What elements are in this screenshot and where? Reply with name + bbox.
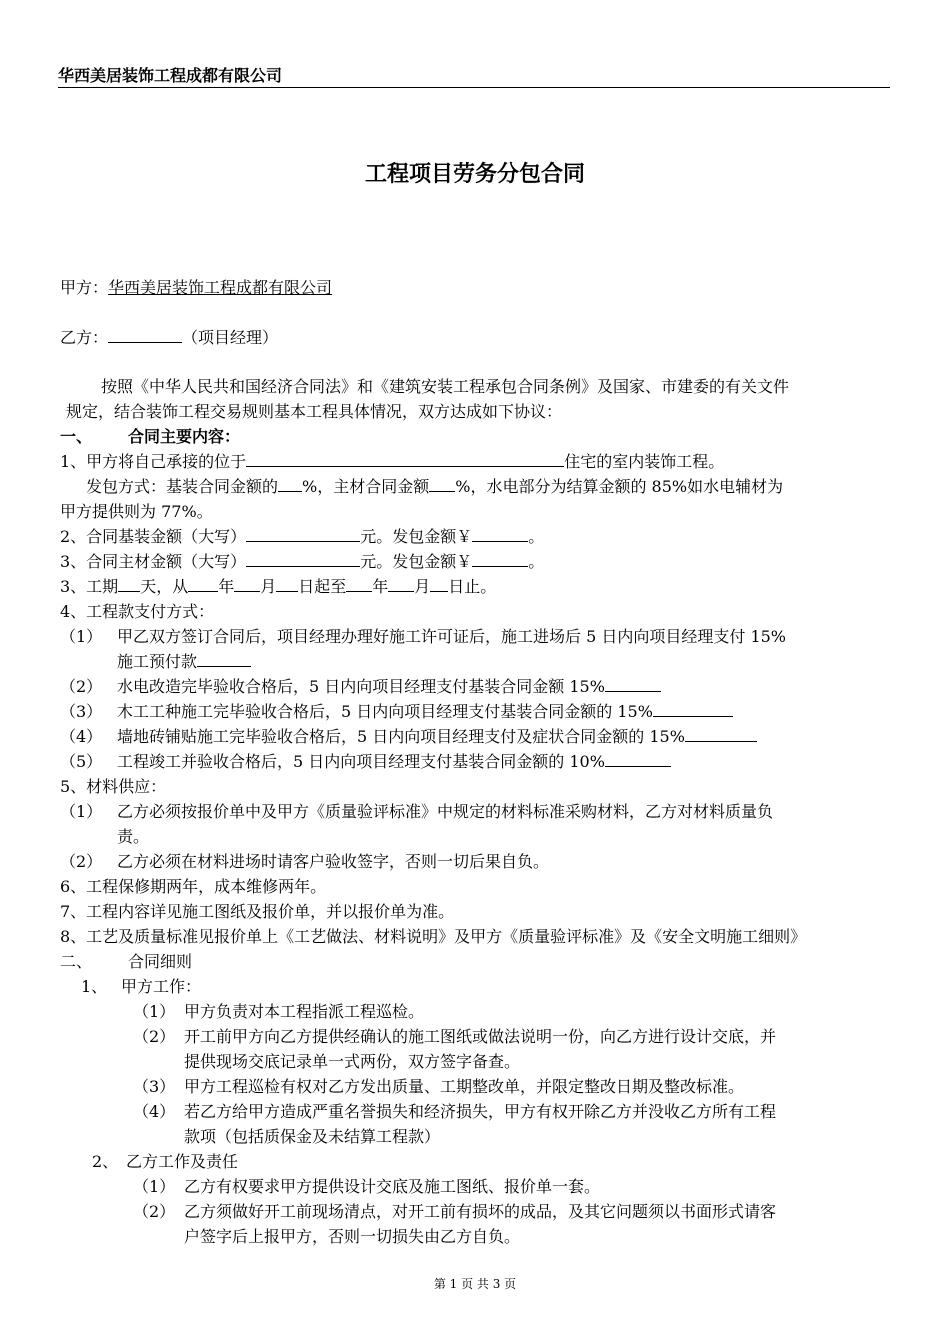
payment-5: [117, 750, 671, 774]
main-amount-words-blank: [246, 551, 360, 567]
party-b-item-2-number: （2）: [133, 1202, 176, 1221]
end-day-blank: [430, 576, 448, 592]
payment-5-blank: [605, 751, 671, 767]
item-8: 8、工艺及质量标准见报价单上《工艺做法、材料说明》及甲方《质量验评标准》及《安全文明施工细则》: [60, 927, 807, 946]
duration-b: 天，从: [140, 577, 189, 596]
duration-h: 日止。: [448, 577, 497, 596]
start-year-blank: [188, 576, 218, 592]
base-percent-blank: [278, 476, 302, 492]
start-day-blank: [276, 576, 298, 592]
item-1-suffix: 住宅的室内装饰工程。: [564, 452, 725, 471]
item-3-a: 3、合同主材金额（大写）: [60, 552, 247, 571]
payment-4-number: （4）: [60, 727, 103, 746]
party-a-work-number: 1、: [81, 977, 108, 996]
party-a-item-4-number: （4）: [133, 1102, 176, 1121]
payment-3-text: 木工工种施工完毕验收合格后，5 日内向项目经理支付基装合同金额的 15%: [117, 702, 653, 721]
payment-3-number: （3）: [60, 702, 103, 721]
contract-mode-c: %，水电部分为结算金额的 85%如水电辅材为: [455, 477, 784, 496]
party-a-item-1-text: 甲方负责对本工程指派工程巡检。: [184, 1002, 425, 1021]
material-1-cont: 责。: [117, 827, 150, 846]
address-blank: [246, 451, 564, 467]
contract-mode-b: %，主材合同金额: [302, 477, 430, 496]
party-b-work-number: 2、: [92, 1152, 119, 1171]
payment-5-text: 工程竣工并验收合格后，5 日内向项目经理支付基装合同金额的 10%: [117, 752, 605, 771]
payment-3-blank: [653, 701, 733, 717]
party-a-label: 甲方：: [60, 278, 109, 297]
item-5-title: 5、材料供应：: [60, 777, 167, 796]
section-2-title: 合同细则: [128, 952, 193, 971]
party-b-item-1-number: （1）: [133, 1177, 176, 1196]
end-month-blank: [388, 576, 414, 592]
payment-2-number: （2）: [60, 677, 103, 696]
duration-e: 日起至: [298, 577, 347, 596]
payment-1-blank: [197, 651, 251, 667]
end-year-blank: [346, 576, 372, 592]
section-1-number: 一、: [60, 427, 93, 446]
duration-f: 年: [372, 577, 389, 596]
page-footer: 第 1 页 共 3 页: [433, 1277, 517, 1291]
party-a-work-title: 甲方工作：: [121, 977, 202, 996]
payment-2: [117, 675, 661, 699]
material-2-text: 乙方必须在材料进场时请客户验收签字，否则一切后果自负。: [117, 852, 550, 871]
days-blank: [118, 576, 140, 592]
party-a-name: 华西美居装饰工程成都有限公司: [108, 278, 333, 297]
party-a-item-2-number: （2）: [133, 1027, 176, 1046]
payment-1-cont-text: 施工预付款: [117, 652, 198, 671]
party-a-line: [60, 276, 332, 300]
item-3-c: 。: [528, 552, 545, 571]
party-a-item-4-text: 若乙方给甲方造成严重名誉损失和经济损失，甲方有权开除乙方并没收乙方所有工程: [184, 1102, 777, 1121]
payment-4: [117, 725, 757, 749]
payment-1-number: （1）: [60, 627, 103, 646]
item-1: [60, 450, 724, 474]
duration-d: 月: [260, 577, 277, 596]
contract-mode-a: 发包方式：基装合同金额的: [86, 477, 279, 496]
material-1-text: 乙方必须按报价单中及甲方《质量验评标准》中规定的材料标准采购材料，乙方对材料质量负: [117, 802, 774, 821]
item-3: [60, 550, 544, 574]
party-a-item-3-text: 甲方工程巡检有权对乙方发出质量、工期整改单，并限定整改日期及整改标准。: [184, 1077, 745, 1096]
item-2-c: 。: [528, 527, 545, 546]
item-6: 6、工程保修期两年，成本维修两年。: [60, 877, 327, 896]
material-2-number: （2）: [60, 852, 103, 871]
payment-1-cont: [117, 650, 251, 674]
contract-mode-line-1: [86, 475, 783, 499]
payment-5-number: （5）: [60, 752, 103, 771]
item-2-b: 元。发包金额￥: [360, 527, 473, 546]
party-b-work-title: 乙方工作及责任: [126, 1152, 239, 1171]
base-amount-blank: [472, 526, 528, 542]
party-b-item-1-text: 乙方有权要求甲方提供设计交底及施工图纸、报价单一套。: [184, 1177, 601, 1196]
material-1-number: （1）: [60, 802, 103, 821]
party-b-line: [60, 326, 278, 350]
document-title: 工程项目劳务分包合同: [364, 162, 585, 187]
main-material-percent-blank: [429, 476, 455, 492]
party-b-item-2-text: 乙方须做好开工前现场清点，对开工前有损坏的成品，及其它问题须以书面形式请客: [184, 1202, 777, 1221]
party-b-blank: [108, 327, 182, 343]
item-3-duration: [60, 575, 496, 599]
party-b-label: 乙方：: [60, 328, 109, 347]
item-1-prefix: 1、甲方将自己承接的位于: [60, 452, 247, 471]
duration-c: 年: [218, 577, 235, 596]
payment-4-text: 墙地砖铺贴施工完毕验收合格后，5 日内向项目经理支付及症状合同金额的 15%: [117, 727, 685, 746]
payment-4-blank: [685, 726, 757, 742]
contract-mode-line-2: 甲方提供则为 77%。: [60, 502, 213, 521]
duration-g: 月: [414, 577, 431, 596]
intro-line-2: 规定，结合装饰工程交易规则基本工程具体情况，双方达成如下协议：: [66, 402, 563, 421]
party-a-item-2-cont: 提供现场交底记录单一式两份，双方签字备查。: [184, 1052, 521, 1071]
party-a-item-1-number: （1）: [133, 1002, 176, 1021]
party-b-suffix: （项目经理）: [182, 328, 279, 347]
item-7: 7、工程内容详见施工图纸及报价单，并以报价单为准。: [60, 902, 455, 921]
base-amount-words-blank: [246, 526, 360, 542]
page-header: 华西美居装饰工程成都有限公司: [58, 66, 890, 88]
payment-2-text: 水电改造完毕验收合格后，5 日内向项目经理支付基装合同金额 15%: [117, 677, 605, 696]
party-a-item-4-cont: 款项（包括质保金及未结算工程款）: [184, 1127, 441, 1146]
party-b-item-2-cont: 户签字后上报甲方，否则一切损失由乙方自负。: [184, 1227, 521, 1246]
item-2-a: 2、合同基装金额（大写）: [60, 527, 247, 546]
section-1-title: 合同主要内容：: [128, 427, 241, 446]
payment-3: [117, 700, 733, 724]
item-2: [60, 525, 544, 549]
payment-1-text: 甲乙双方签订合同后，项目经理办理好施工许可证后，施工进场后 5 日内向项目经理支付 15%: [117, 627, 787, 646]
party-a-item-2-text: 开工前甲方向乙方提供经确认的施工图纸或做法说明一份，向乙方进行设计交底，并: [184, 1027, 777, 1046]
start-month-blank: [234, 576, 260, 592]
payment-2-blank: [605, 676, 661, 692]
party-a-item-3-number: （3）: [133, 1077, 176, 1096]
duration-a: 3、工期: [60, 577, 119, 596]
section-2-number: 二、: [60, 952, 93, 971]
intro-line-1: 按照《中华人民共和国经济合同法》和《建筑安装工程承包合同条例》及国家、市建委的有关文件: [101, 377, 790, 396]
item-3-b: 元。发包金额￥: [360, 552, 473, 571]
item-4-title: 4、工程款支付方式：: [60, 602, 215, 621]
main-amount-blank: [472, 551, 528, 567]
